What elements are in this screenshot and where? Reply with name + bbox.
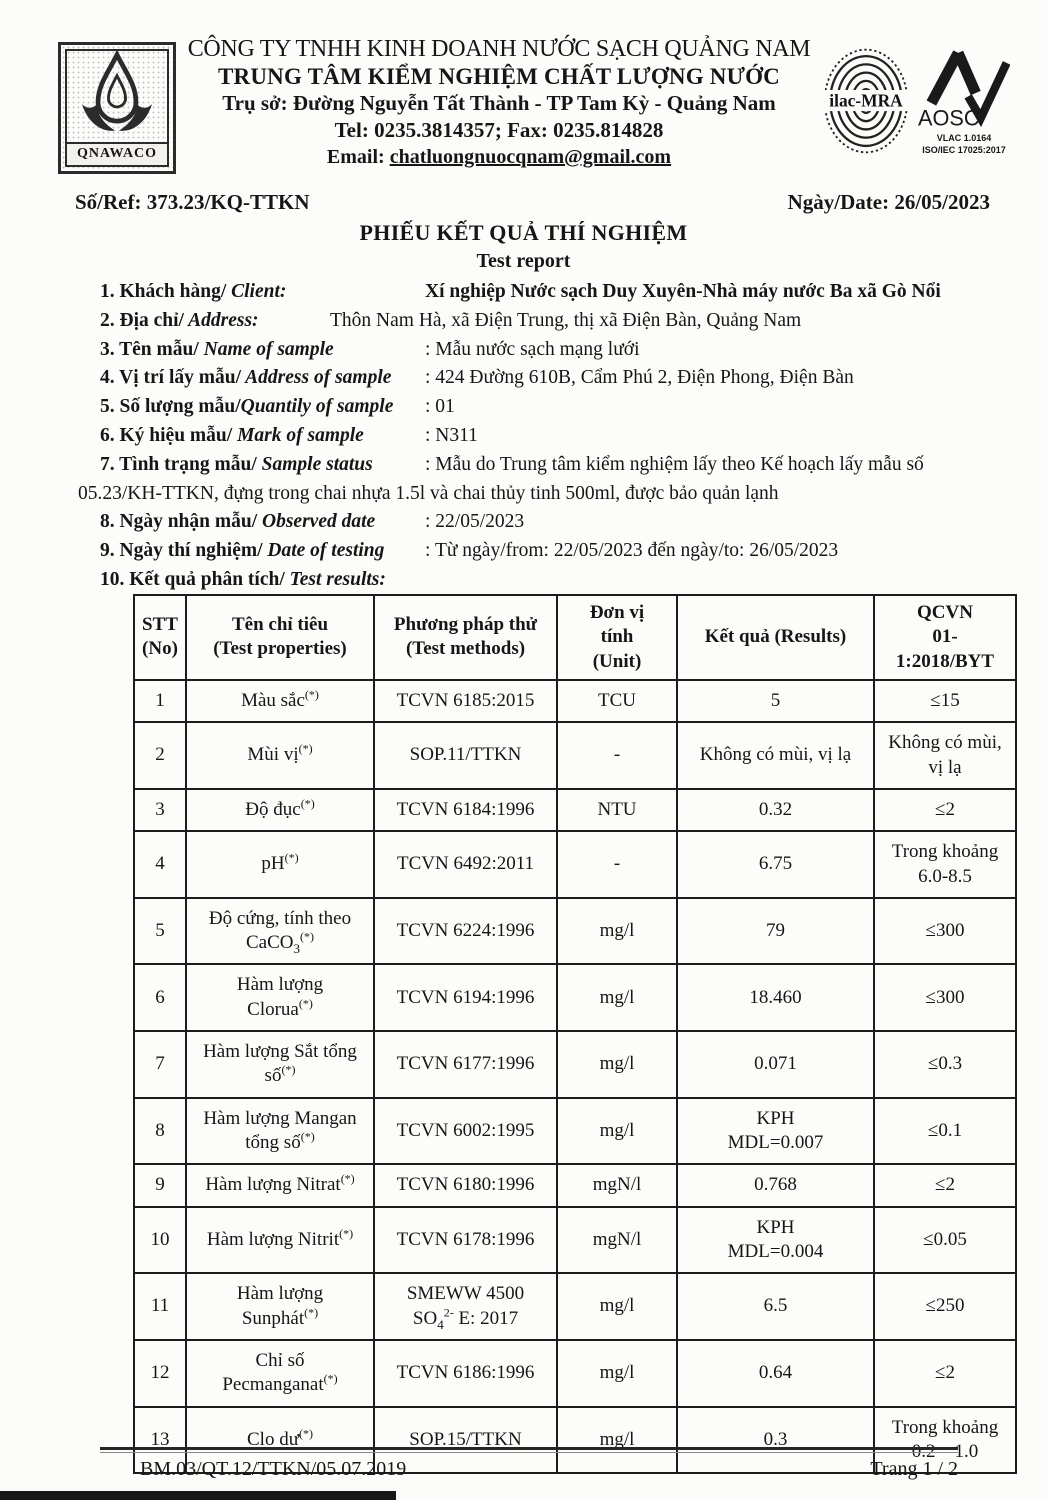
info-item-address: 2. Địa chỉ/ Address: Thôn Nam Hà, xã Điện Trung, thị xã Điện Bàn, Quảng Nam	[100, 307, 1000, 336]
results-table-container	[133, 594, 1015, 1474]
sample-status-continuation: 05.23/KH-TTKN, đựng trong chai nhựa 1.5l và chai thủy tinh 500ml, được bảo quản lạnh	[78, 482, 779, 504]
col-header-limit: QCVN 01- 1:2018/BYT	[874, 595, 1016, 680]
row-method: SMEWW 4500 $SO_4^{2-}$ E: 2017	[374, 1273, 557, 1340]
row-unit: -	[557, 722, 677, 789]
row-method: SOP.15/TTKN	[374, 1407, 557, 1474]
table-row	[134, 1340, 1016, 1407]
table-row	[134, 1207, 1016, 1274]
sample-name-value: : Mẫu nước sạch mạng lưới	[425, 338, 640, 360]
report-subtitle: Test report	[476, 250, 571, 272]
tel-fax: Tel: 0235.3814357; Fax: 0235.814828	[334, 118, 664, 142]
aosc-logo-icon	[918, 44, 1010, 132]
row-result: 6.5	[677, 1273, 874, 1340]
row-limit: ≤0.3	[874, 1031, 1016, 1098]
row-limit: ≤2	[874, 789, 1016, 831]
info-item-sample-status: 7. Tình trạng mẫu/ Sample status : Mẫu do Trung tâm kiểm nghiệm lấy theo Kế hoạch lấy mẫu số	[100, 451, 1000, 480]
row-method: SOP.11/TTKN	[374, 722, 557, 789]
row-property: Độ cứng, tính theo CaCO$_3$(*)	[186, 898, 374, 965]
row-no: 10	[134, 1207, 186, 1274]
row-limit: ≤0.05	[874, 1207, 1016, 1274]
table-row	[134, 831, 1016, 898]
row-unit: mg/l	[557, 1273, 677, 1340]
row-no: 8	[134, 1098, 186, 1165]
row-result: 0.3	[677, 1407, 874, 1474]
row-no: 13	[134, 1407, 186, 1474]
testing-date-value: : Từ ngày/from: 22/05/2023 đến ngày/to: 26/05/2023	[425, 540, 839, 562]
row-method: TCVN 6186:1996	[374, 1340, 557, 1407]
row-unit: NTU	[557, 789, 677, 831]
report-title: PHIẾU KẾT QUẢ THÍ NGHIỆM	[359, 220, 688, 245]
results-table	[133, 594, 1017, 1474]
row-no: 1	[134, 680, 186, 722]
page-number: Trang 1 / 2	[870, 1458, 958, 1480]
aosc-accreditation-number: VLAC 1.0164	[936, 133, 992, 143]
row-no: 2	[134, 722, 186, 789]
observed-date-value: : 22/05/2023	[425, 511, 525, 533]
row-no: 3	[134, 789, 186, 831]
col-header-method: Phương pháp thử (Test methods)	[374, 595, 557, 680]
letterhead	[58, 36, 1010, 174]
qnawaco-logo-icon	[67, 51, 167, 142]
row-limit: ≤15	[874, 680, 1016, 722]
letterhead-text	[176, 36, 822, 171]
sample-address-value: : 424 Đường 610B, Cẩm Phú 2, Điện Phong, Điện Bàn	[425, 367, 854, 389]
table-row	[134, 722, 1016, 789]
row-result: 79	[677, 898, 874, 965]
aosc-logo	[918, 44, 1010, 156]
row-limit: ≤2	[874, 1340, 1016, 1407]
row-method: TCVN 6180:1996	[374, 1164, 557, 1206]
table-row	[134, 1164, 1016, 1206]
row-result: 0.32	[677, 789, 874, 831]
accreditation-logos	[822, 44, 1010, 158]
client-value: Xí nghiệp Nước sạch Duy Xuyên-Nhà máy nước Ba xã Gò Nổi	[425, 281, 941, 302]
row-unit: mg/l	[557, 964, 677, 1031]
row-property: Độ đục(*)	[186, 789, 374, 831]
info-item-observed-date: 8. Ngày nhận mẫu/ Observed date : 22/05/2023	[100, 508, 1000, 537]
table-row	[134, 1273, 1016, 1340]
row-unit: mg/l	[557, 1098, 677, 1165]
col-header-property: Tên chỉ tiêu (Test properties)	[186, 595, 374, 680]
row-unit: -	[557, 831, 677, 898]
row-limit: ≤2	[874, 1164, 1016, 1206]
row-limit: Không có mùi, vị lạ	[874, 722, 1016, 789]
row-limit: Trong khoảng 6.0-8.5	[874, 831, 1016, 898]
company-name: CÔNG TY TNHH KINH DOANH NƯỚC SẠCH QUẢNG NAM	[187, 36, 811, 62]
row-no: 11	[134, 1273, 186, 1340]
row-result: KPH MDL=0.007	[677, 1098, 874, 1165]
row-unit: mg/l	[557, 1031, 677, 1098]
row-method: TCVN 6177:1996	[374, 1031, 557, 1098]
sample-quantity-value: : 01	[425, 396, 455, 418]
table-row	[134, 1031, 1016, 1098]
row-limit: ≤300	[874, 898, 1016, 965]
stamp-text: QNAWACO	[67, 142, 167, 165]
info-item-sample-address: 4. Vị trí lấy mẫu/ Address of sample : 424 Đường 610B, Cẩm Phú 2, Điện Phong, Điện Bàn	[100, 364, 1000, 393]
info-item-sample-quantity: 5. Số lượng mẫu/Quantily of sample : 01	[100, 393, 1000, 422]
info-item-sample-name: 3. Tên mẫu/ Name of sample : Mẫu nước sạch mạng lưới	[100, 336, 1000, 365]
row-no: 9	[134, 1164, 186, 1206]
email-label: Email:	[326, 146, 385, 168]
row-no: 4	[134, 831, 186, 898]
row-no: 6	[134, 964, 186, 1031]
row-result: 18.460	[677, 964, 874, 1031]
sample-info-list	[78, 278, 1000, 595]
row-property: Hàm lượng Nitrat(*)	[186, 1164, 374, 1206]
row-limit: Trong khoảng 0.2 – 1.0	[874, 1407, 1016, 1474]
results-table-body	[134, 680, 1016, 1473]
row-property: Màu sắc(*)	[186, 680, 374, 722]
head-office-address: Trụ sở: Đường Nguyễn Tất Thành - TP Tam Kỳ - Quảng Nam	[222, 91, 776, 115]
row-method: TCVN 6002:1995	[374, 1098, 557, 1165]
footer-rule	[100, 1447, 958, 1450]
row-unit: mg/l	[557, 1340, 677, 1407]
row-no: 7	[134, 1031, 186, 1098]
row-property: Hàm lượng Nitrit(*)	[186, 1207, 374, 1274]
row-property: pH(*)	[186, 831, 374, 898]
row-limit: ≤300	[874, 964, 1016, 1031]
row-limit: ≤250	[874, 1273, 1016, 1340]
report-ref: Số/Ref: 373.23/KQ-TTKN	[75, 190, 310, 214]
aosc-iso-text: ISO/IEC 17025:2017	[922, 145, 1006, 155]
row-result: 0.768	[677, 1164, 874, 1206]
row-unit: mg/l	[557, 1407, 677, 1474]
email-address: chatluongnuocqnam@gmail.com	[389, 146, 672, 168]
row-property: Hàm lượng Sắt tổng số(*)	[186, 1031, 374, 1098]
row-property: Hàm lượng Clorua(*)	[186, 964, 374, 1031]
info-item-test-results: 10. Kết quả phân tích/ Test results:	[100, 568, 386, 590]
row-unit: mgN/l	[557, 1164, 677, 1206]
row-result: 0.64	[677, 1340, 874, 1407]
row-result: KPH MDL=0.004	[677, 1207, 874, 1274]
row-property: Chỉ số Pecmanganat(*)	[186, 1340, 374, 1407]
info-item-client: 1. Khách hàng/ Client: Xí nghiệp Nước sạch Duy Xuyên-Nhà máy nước Ba xã Gò Nổi	[100, 278, 1000, 307]
footer-rule-shadow	[100, 1452, 958, 1453]
qnawaco-stamp	[58, 42, 176, 174]
ilac-mra-text: ilac-MRA	[829, 90, 903, 111]
row-no: 12	[134, 1340, 186, 1407]
table-header-row	[134, 595, 1016, 680]
col-header-no: STT (No)	[134, 595, 186, 680]
center-name: TRUNG TÂM KIỂM NGHIỆM CHẤT LƯỢNG NƯỚC	[218, 64, 780, 89]
row-method: TCVN 6194:1996	[374, 964, 557, 1031]
row-method: TCVN 6178:1996	[374, 1207, 557, 1274]
col-header-unit: Đơn vị tính (Unit)	[557, 595, 677, 680]
row-unit: mg/l	[557, 898, 677, 965]
row-unit: mgN/l	[557, 1207, 677, 1274]
row-result: 5	[677, 680, 874, 722]
ilac-mra-logo-icon	[822, 44, 910, 158]
table-row	[134, 1098, 1016, 1165]
report-date: Ngày/Date: 26/05/2023	[787, 190, 990, 214]
row-method: TCVN 6185:2015	[374, 680, 557, 722]
table-row	[134, 898, 1016, 965]
form-code: BM.03/QT.12/TTKN/05.07.2019	[140, 1458, 407, 1480]
row-result: Không có mùi, vị lạ	[677, 722, 874, 789]
ref-date-row	[75, 190, 990, 215]
table-row	[134, 680, 1016, 722]
row-unit: TCU	[557, 680, 677, 722]
row-result: 0.071	[677, 1031, 874, 1098]
row-property: Mùi vị(*)	[186, 722, 374, 789]
row-property: Hàm lượng Sunphát(*)	[186, 1273, 374, 1340]
row-no: 5	[134, 898, 186, 965]
row-property: Clo dư(*)	[186, 1407, 374, 1474]
row-property: Hàm lượng Mangan tổng số(*)	[186, 1098, 374, 1165]
row-method: TCVN 6184:1996	[374, 789, 557, 831]
row-method: TCVN 6224:1996	[374, 898, 557, 965]
sample-status-value: : Mẫu do Trung tâm kiểm nghiệm lấy theo Kế hoạch lấy mẫu số	[425, 453, 924, 475]
page-footer	[140, 1458, 958, 1481]
info-item-sample-mark: 6. Ký hiệu mẫu/ Mark of sample : N311	[100, 422, 1000, 451]
scan-artifact	[0, 1491, 396, 1500]
table-row	[134, 964, 1016, 1031]
email-line	[182, 144, 816, 171]
table-row	[134, 789, 1016, 831]
address-value: Thôn Nam Hà, xã Điện Trung, thị xã Điện Bàn, Quảng Nam	[330, 309, 802, 331]
sample-mark-value: : N311	[425, 424, 478, 446]
col-header-result: Kết quả (Results)	[677, 595, 874, 680]
row-method: TCVN 6492:2011	[374, 831, 557, 898]
aosc-text: AOSC	[918, 105, 980, 131]
row-limit: ≤0.1	[874, 1098, 1016, 1165]
info-item-testing-date: 9. Ngày thí nghiệm/ Date of testing : Từ ngày/from: 22/05/2023 đến ngày/to: 26/05/2023	[100, 537, 1000, 566]
row-result: 6.75	[677, 831, 874, 898]
